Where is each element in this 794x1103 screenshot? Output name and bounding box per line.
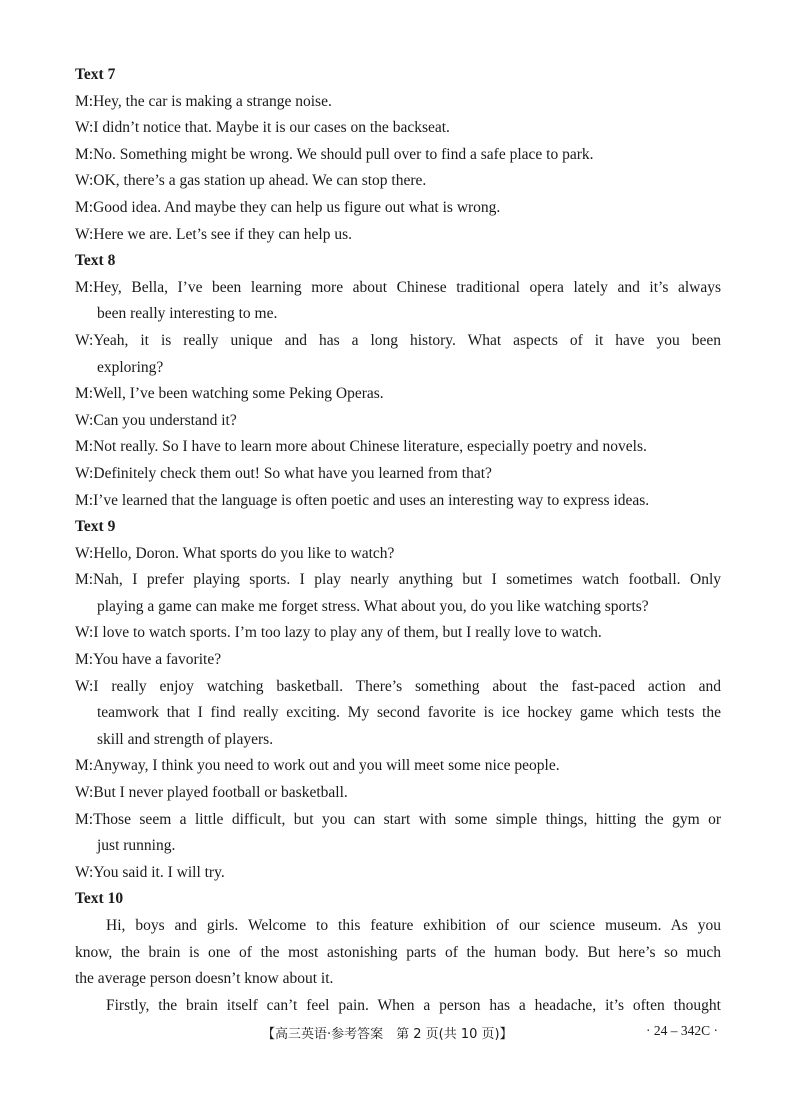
line-text: Hello, Doron. What sports do you like to watch? — [93, 544, 395, 562]
page-footer — [0, 1023, 794, 1045]
line-text: teamwork that I find really exciting. My second favorite is ice hockey game which tests the — [97, 704, 721, 722]
line-text: I really enjoy watching basketball. There’s something about the fast-paced action and — [93, 677, 721, 695]
speaker-label: M: — [75, 757, 94, 775]
speaker-label: W: — [75, 544, 94, 562]
speaker-label: W: — [75, 225, 94, 243]
dialogue-turn — [75, 780, 721, 807]
dialogue-line — [75, 275, 721, 302]
line-text: Nah, I prefer playing sports. I play nearly anything but I sometimes watch football. Only — [93, 571, 721, 589]
dialogue-turn — [75, 541, 721, 568]
line-text: Yeah, it is really unique and has a long history. What aspects of it have you been — [93, 331, 721, 349]
line-text: Hey, Bella, I’ve been learning more about Chinese traditional opera lately and it’s always — [93, 278, 721, 296]
section-heading: Text 9 — [75, 518, 116, 536]
dialogue-line — [75, 142, 721, 169]
dialogue-line — [75, 434, 721, 461]
line-text: just running. — [97, 837, 176, 855]
line-text: I didn’t notice that. Maybe it is our cases on the backseat. — [93, 119, 450, 137]
section-heading: Text 8 — [75, 252, 116, 270]
speaker-label: M: — [75, 571, 94, 589]
line-text: playing a game can make me forget stress. What about you, do you like watching sports? — [97, 597, 649, 615]
speaker-label: W: — [75, 624, 94, 642]
dialogue-line — [75, 700, 721, 727]
dialogue-line — [75, 355, 721, 382]
speaker-label: W: — [75, 677, 94, 695]
dialogue-line — [75, 833, 721, 860]
speaker-label: W: — [75, 464, 94, 482]
line-text: No. Something might be wrong. We should pull over to find a safe place to park. — [93, 145, 594, 163]
line-text: Here we are. Let’s see if they can help us. — [93, 225, 353, 243]
dialogue-line — [75, 674, 721, 701]
speaker-label: M: — [75, 92, 94, 110]
dialogue-line — [75, 222, 721, 249]
line-text: I’ve learned that the language is often poetic and uses an interesting way to express ideas. — [93, 491, 650, 509]
speaker-label: M: — [75, 491, 94, 509]
speaker-label: W: — [75, 119, 94, 137]
document-body — [75, 62, 721, 1019]
line-text: Those seem a little difficult, but you can start with some simple things, hitting the gym or — [93, 810, 721, 828]
dialogue-turn — [75, 328, 721, 381]
line-text: skill and strength of players. — [97, 730, 274, 748]
line-text: Can you understand it? — [93, 411, 237, 429]
line-text: Good idea. And maybe they can help us figure out what is wrong. — [93, 198, 501, 216]
dialogue-line — [75, 620, 721, 647]
dialogue-turn — [75, 620, 721, 647]
paragraph — [75, 993, 721, 1020]
dialogue-turn — [75, 753, 721, 780]
dialogue-line — [75, 89, 721, 116]
speaker-label: M: — [75, 438, 94, 456]
dialogue-turn — [75, 89, 721, 116]
line-text: I love to watch sports. I’m too lazy to play any of them, but I really love to watch. — [93, 624, 602, 642]
dialogue-line — [75, 488, 721, 515]
line-text: exploring? — [97, 358, 164, 376]
speaker-label: M: — [75, 385, 94, 403]
dialogue-turn — [75, 222, 721, 249]
speaker-label: W: — [75, 331, 94, 349]
paragraph-line: know, the brain is one of the most astonishing parts of the human body. But here’s so much — [75, 943, 721, 961]
dialogue-turn — [75, 647, 721, 674]
dialogue-line — [75, 807, 721, 834]
dialogue-line — [75, 594, 721, 621]
dialogue-line — [75, 381, 721, 408]
dialogue-turn — [75, 115, 721, 142]
line-text: You have a favorite? — [93, 651, 222, 669]
section-heading: Text 7 — [75, 66, 116, 83]
dialogue-line — [75, 408, 721, 435]
line-text: But I never played football or basketball. — [93, 784, 348, 802]
dialogue-turn — [75, 488, 721, 515]
dialogue-line — [75, 195, 721, 222]
dialogue-line — [75, 168, 721, 195]
line-text: Anyway, I think you need to work out and you will meet some nice people. — [93, 757, 560, 775]
speaker-label: W: — [75, 411, 94, 429]
paragraph — [75, 913, 721, 993]
dialogue-line — [75, 328, 721, 355]
speaker-label: M: — [75, 278, 94, 296]
dialogue-turn — [75, 860, 721, 887]
paragraph-line: the average person doesn’t know about it. — [75, 970, 334, 988]
dialogue-turn — [75, 807, 721, 860]
dialogue-turn — [75, 381, 721, 408]
dialogue-line — [75, 727, 721, 754]
dialogue-turn — [75, 275, 721, 328]
section-heading: Text 10 — [75, 890, 124, 908]
dialogue-turn — [75, 567, 721, 620]
dialogue-line — [75, 301, 721, 328]
line-text: Definitely check them out! So what have you learned from that? — [93, 464, 492, 482]
dialogue-line — [75, 860, 721, 887]
dialogue-line — [75, 541, 721, 568]
speaker-label: M: — [75, 145, 94, 163]
line-text: Not really. So I have to learn more about Chinese literature, especially poetry and novels. — [93, 438, 647, 456]
dialogue-turn — [75, 674, 721, 754]
paragraph-line: Hi, boys and girls. Welcome to this feature exhibition of our science museum. As you — [106, 917, 721, 934]
line-text: been really interesting to me. — [97, 305, 278, 323]
dialogue-turn — [75, 142, 721, 169]
line-text: You said it. I will try. — [93, 863, 225, 881]
dialogue-turn — [75, 195, 721, 222]
line-text: OK, there’s a gas station up ahead. We can stop there. — [93, 172, 427, 190]
footer-page-info: 【高三英语·参考答案 第 2 页(共 10 页)】 — [262, 1027, 513, 1042]
dialogue-line — [75, 780, 721, 807]
speaker-label: W: — [75, 784, 94, 802]
dialogue-turn — [75, 168, 721, 195]
dialogue-turn — [75, 461, 721, 488]
footer-doc-code: · 24 – 342C · — [646, 1023, 718, 1038]
dialogue-line — [75, 115, 721, 142]
paragraph-line: Firstly, the brain itself can’t feel pain. When a person has a headache, it’s often thought — [106, 996, 721, 1014]
line-text: Hey, the car is making a strange noise. — [93, 92, 332, 110]
dialogue-line — [75, 567, 721, 594]
dialogue-turn — [75, 434, 721, 461]
speaker-label: W: — [75, 863, 94, 881]
speaker-label: M: — [75, 651, 94, 669]
line-text: Well, I’ve been watching some Peking Operas. — [93, 385, 384, 403]
dialogue-line — [75, 753, 721, 780]
speaker-label: W: — [75, 172, 94, 190]
dialogue-turn — [75, 408, 721, 435]
speaker-label: M: — [75, 198, 94, 216]
speaker-label: M: — [75, 810, 94, 828]
dialogue-line — [75, 647, 721, 674]
dialogue-line — [75, 461, 721, 488]
